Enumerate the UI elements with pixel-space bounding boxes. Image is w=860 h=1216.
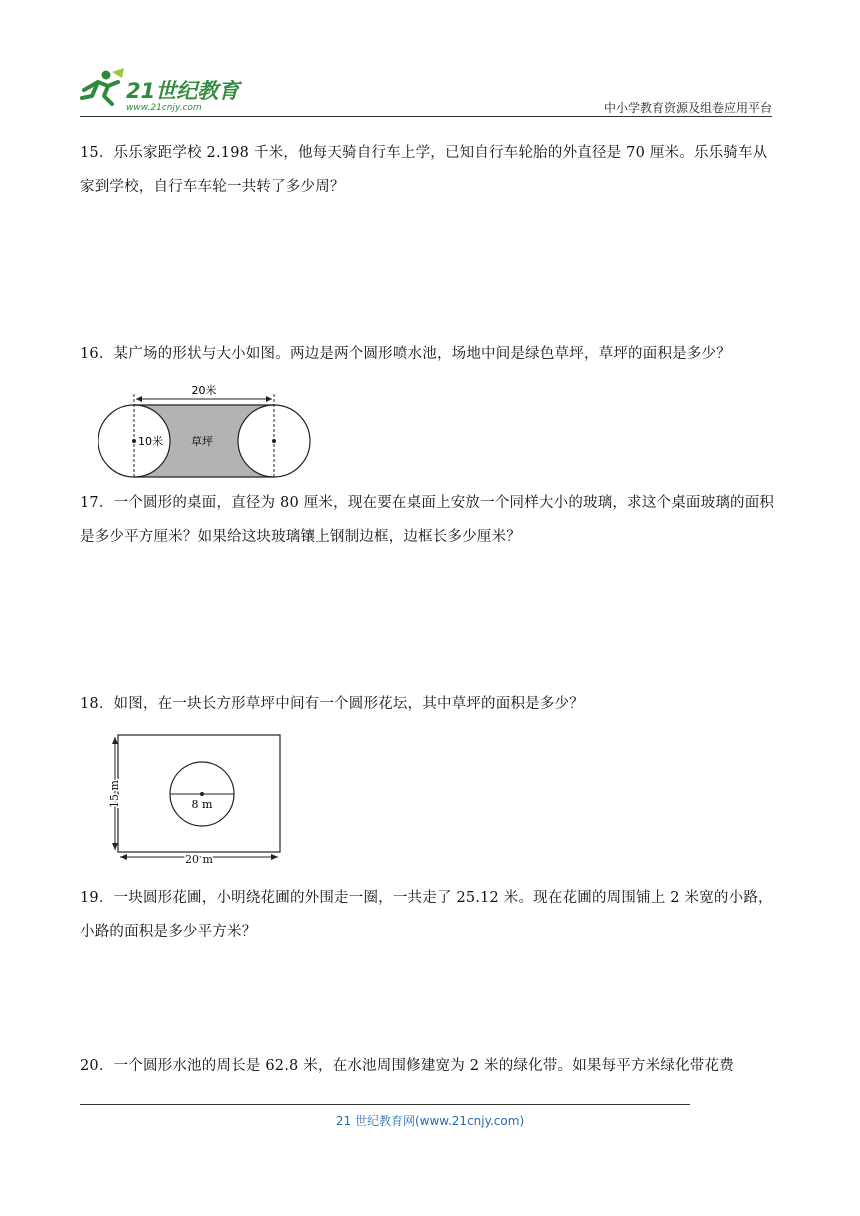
width-label: 20 m bbox=[185, 853, 213, 864]
question-15: 15．乐乐家距学校 2.198 千米，他每天骑自行车上学，已知自行车轮胎的外直径是 70 厘米。乐乐骑车从家到学校，自行车车轮一共转了多少周？ bbox=[80, 145, 768, 195]
logo bbox=[78, 68, 250, 112]
runner-icon bbox=[82, 68, 124, 104]
question-19: 19．一块圆形花圃，小明绕花圃的外围走一圈，一共走了 25.12 米。现在花圃的周围铺上 2 米宽的小路，小路的面积是多少平方米？ bbox=[80, 890, 773, 940]
footer-divider bbox=[80, 1104, 690, 1105]
height-label: 15 m bbox=[108, 780, 121, 808]
header-divider bbox=[80, 116, 772, 117]
width-label: 20米 bbox=[191, 384, 217, 397]
radius-label: 10米 bbox=[138, 435, 163, 448]
question-18: 18．如图，在一块长方形草坪中间有一个圆形花坛，其中草坪的面积是多少？ bbox=[80, 696, 584, 712]
question-16: 16．某广场的形状与大小如图。两边是两个圆形喷水池，场地中间是绿色草坪，草坪的面积是多少？ bbox=[80, 346, 731, 362]
footer-link[interactable]: 21 世纪教育网(www.21cnjy.com) bbox=[335, 1114, 525, 1128]
diameter-label: 8 m bbox=[191, 798, 213, 811]
logo-text: 21世纪教育 bbox=[126, 79, 240, 103]
header-platform-text: 中小学教育资源及组卷应用平台 bbox=[603, 101, 772, 115]
question-20: 20．一个圆形水池的周长是 62.8 米，在水池周围修建宽为 2 米的绿化带。如果每平方米绿化带花费 bbox=[80, 1058, 734, 1074]
figure-16-plaza bbox=[98, 380, 314, 482]
logo-url: www.21cnjy.com bbox=[126, 103, 202, 112]
lawn-label: 草坪 bbox=[191, 435, 213, 448]
figure-18-lawn bbox=[104, 730, 286, 864]
question-17: 17．一个圆形的桌面，直径为 80 厘米，现在要在桌面上安放一个同样大小的玻璃，求这个桌面玻璃的面积是多少平方厘米？如果给这块玻璃镶上钢制边框，边框长多少厘米？ bbox=[80, 495, 775, 545]
